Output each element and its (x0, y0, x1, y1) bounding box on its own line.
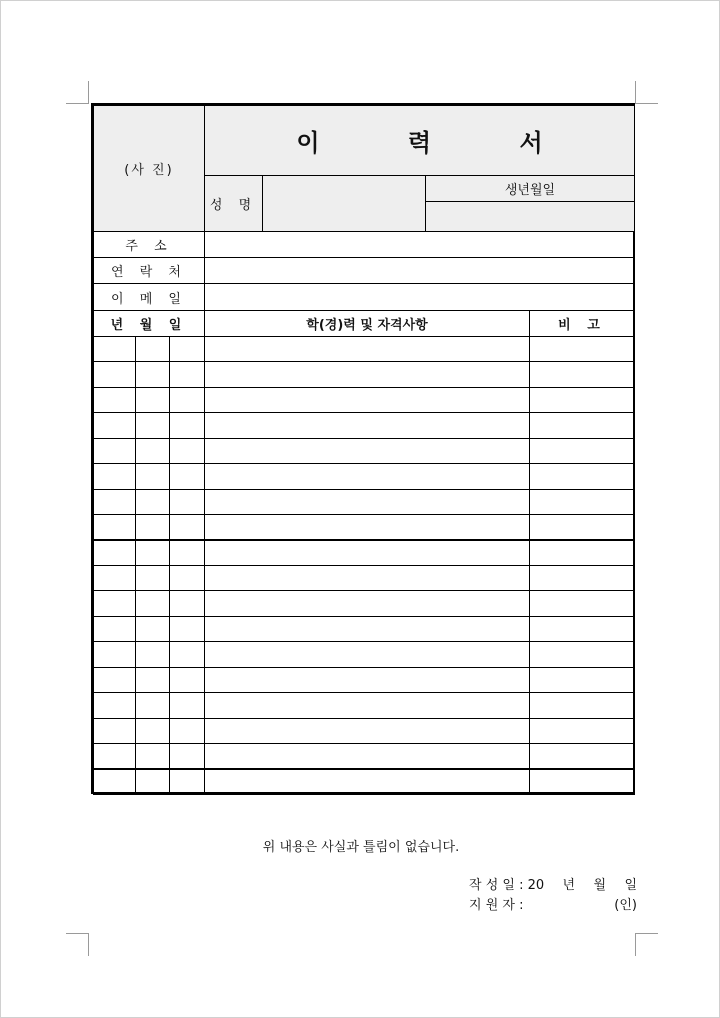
year-cell[interactable] (93, 438, 136, 464)
remarks-cell[interactable] (529, 361, 635, 387)
photo-box[interactable] (93, 105, 205, 232)
address-field[interactable] (204, 231, 635, 258)
email-field[interactable] (204, 283, 635, 311)
history-cell[interactable] (204, 463, 530, 489)
day-cell[interactable] (169, 565, 205, 591)
history-cell[interactable] (204, 412, 530, 438)
crop-mark-bottom-right (635, 933, 658, 956)
history-cell[interactable] (204, 387, 530, 413)
remarks-cell[interactable] (529, 387, 635, 413)
day-label: 일 (624, 878, 637, 893)
year-cell[interactable] (93, 769, 136, 795)
name-field[interactable] (262, 175, 426, 232)
year-cell[interactable] (93, 743, 136, 769)
month-cell[interactable] (135, 514, 170, 540)
month-label: 월 (593, 878, 607, 893)
year-cell[interactable] (93, 718, 136, 744)
date-header-cell (93, 310, 205, 337)
month-cell[interactable] (135, 463, 170, 489)
applicant-line (469, 894, 637, 913)
month-cell[interactable] (135, 769, 170, 795)
month-cell[interactable] (135, 438, 170, 464)
day-cell[interactable] (169, 463, 205, 489)
remarks-cell[interactable] (529, 336, 635, 362)
year-cell[interactable] (93, 590, 136, 616)
date-label: 작 성 일 : 20 (469, 878, 545, 893)
year-cell[interactable] (93, 565, 136, 591)
remarks-header: 비 고 (558, 318, 606, 333)
remarks-cell[interactable] (529, 463, 635, 489)
year-cell[interactable] (93, 463, 136, 489)
history-cell[interactable] (204, 540, 530, 566)
remarks-cell[interactable] (529, 743, 635, 769)
contact-label-cell (93, 257, 205, 284)
day-cell[interactable] (169, 387, 205, 413)
day-cell[interactable] (169, 514, 205, 540)
history-cell[interactable] (204, 489, 530, 515)
day-cell[interactable] (169, 412, 205, 438)
day-cell[interactable] (169, 692, 205, 718)
history-cell[interactable] (204, 743, 530, 769)
month-cell[interactable] (135, 590, 170, 616)
date-line (469, 874, 637, 893)
resume-title: 이 력 서 (296, 129, 583, 157)
month-cell[interactable] (135, 641, 170, 667)
address-label-cell (93, 231, 205, 258)
birth-field[interactable] (425, 201, 635, 232)
remarks-cell[interactable] (529, 616, 635, 642)
remarks-header-cell (529, 310, 635, 337)
remarks-cell[interactable] (529, 489, 635, 515)
year-cell[interactable] (93, 616, 136, 642)
day-cell[interactable] (169, 540, 205, 566)
history-cell[interactable] (204, 616, 530, 642)
remarks-cell[interactable] (529, 412, 635, 438)
remarks-cell[interactable] (529, 514, 635, 540)
day-cell[interactable] (169, 616, 205, 642)
history-header-cell (204, 310, 530, 337)
year-cell[interactable] (93, 667, 136, 693)
seal-label: (인) (614, 898, 637, 913)
remarks-cell[interactable] (529, 641, 635, 667)
contact-label: 연 락 처 (111, 265, 187, 280)
history-cell[interactable] (204, 692, 530, 718)
month-cell[interactable] (135, 336, 170, 362)
history-header: 학(경)력 및 자격사항 (306, 318, 428, 333)
month-cell[interactable] (135, 718, 170, 744)
month-cell[interactable] (135, 616, 170, 642)
address-label: 주 소 (125, 239, 173, 254)
year-cell[interactable] (93, 387, 136, 413)
history-cell[interactable] (204, 514, 530, 540)
day-cell[interactable] (169, 743, 205, 769)
remarks-cell[interactable] (529, 540, 635, 566)
day-cell[interactable] (169, 769, 205, 795)
history-cell[interactable] (204, 667, 530, 693)
history-cell[interactable] (204, 641, 530, 667)
crop-mark-top-right (635, 81, 658, 104)
year-cell[interactable] (93, 361, 136, 387)
name-label-cell (204, 175, 263, 232)
history-cell[interactable] (204, 438, 530, 464)
month-cell[interactable] (135, 540, 170, 566)
year-label: 년 (562, 878, 576, 893)
month-cell[interactable] (135, 412, 170, 438)
year-cell[interactable] (93, 540, 136, 566)
name-label: 성 명 (209, 198, 258, 213)
remarks-cell[interactable] (529, 590, 635, 616)
year-cell[interactable] (93, 514, 136, 540)
photo-label: (사 진) (124, 163, 174, 178)
remarks-cell[interactable] (529, 438, 635, 464)
month-cell[interactable] (135, 361, 170, 387)
day-cell[interactable] (169, 361, 205, 387)
month-cell[interactable] (135, 489, 170, 515)
contact-field[interactable] (204, 257, 635, 284)
applicant-label: 지 원 자 : (469, 898, 524, 913)
year-cell[interactable] (93, 641, 136, 667)
remarks-cell[interactable] (529, 692, 635, 718)
title-cell (204, 105, 635, 176)
remarks-cell[interactable] (529, 667, 635, 693)
day-cell[interactable] (169, 641, 205, 667)
day-cell[interactable] (169, 438, 205, 464)
history-cell[interactable] (204, 769, 530, 795)
history-cell[interactable] (204, 565, 530, 591)
year-cell[interactable] (93, 336, 136, 362)
remarks-cell[interactable] (529, 718, 635, 744)
crop-mark-bottom-left (66, 933, 89, 956)
day-cell[interactable] (169, 667, 205, 693)
day-cell[interactable] (169, 489, 205, 515)
day-cell[interactable] (169, 718, 205, 744)
day-cell[interactable] (169, 336, 205, 362)
history-cell[interactable] (204, 336, 530, 362)
year-cell[interactable] (93, 489, 136, 515)
birth-label-cell (425, 175, 635, 202)
year-cell[interactable] (93, 412, 136, 438)
month-cell[interactable] (135, 387, 170, 413)
month-cell[interactable] (135, 743, 170, 769)
date-header: 년 월 일 (110, 318, 188, 333)
resume-form (91, 103, 635, 794)
month-cell[interactable] (135, 692, 170, 718)
month-cell[interactable] (135, 667, 170, 693)
birth-label: 생년월일 (504, 183, 556, 198)
remarks-cell[interactable] (529, 565, 635, 591)
statement: 위 내용은 사실과 틀림이 없습니다. (262, 840, 460, 855)
month-cell[interactable] (135, 565, 170, 591)
history-cell[interactable] (204, 718, 530, 744)
history-cell[interactable] (204, 361, 530, 387)
year-cell[interactable] (93, 692, 136, 718)
email-label: 이 메 일 (111, 291, 187, 307)
crop-mark-top-left (66, 81, 89, 104)
remarks-cell[interactable] (529, 769, 635, 795)
history-cell[interactable] (204, 590, 530, 616)
day-cell[interactable] (169, 590, 205, 616)
email-label-cell (93, 283, 205, 311)
